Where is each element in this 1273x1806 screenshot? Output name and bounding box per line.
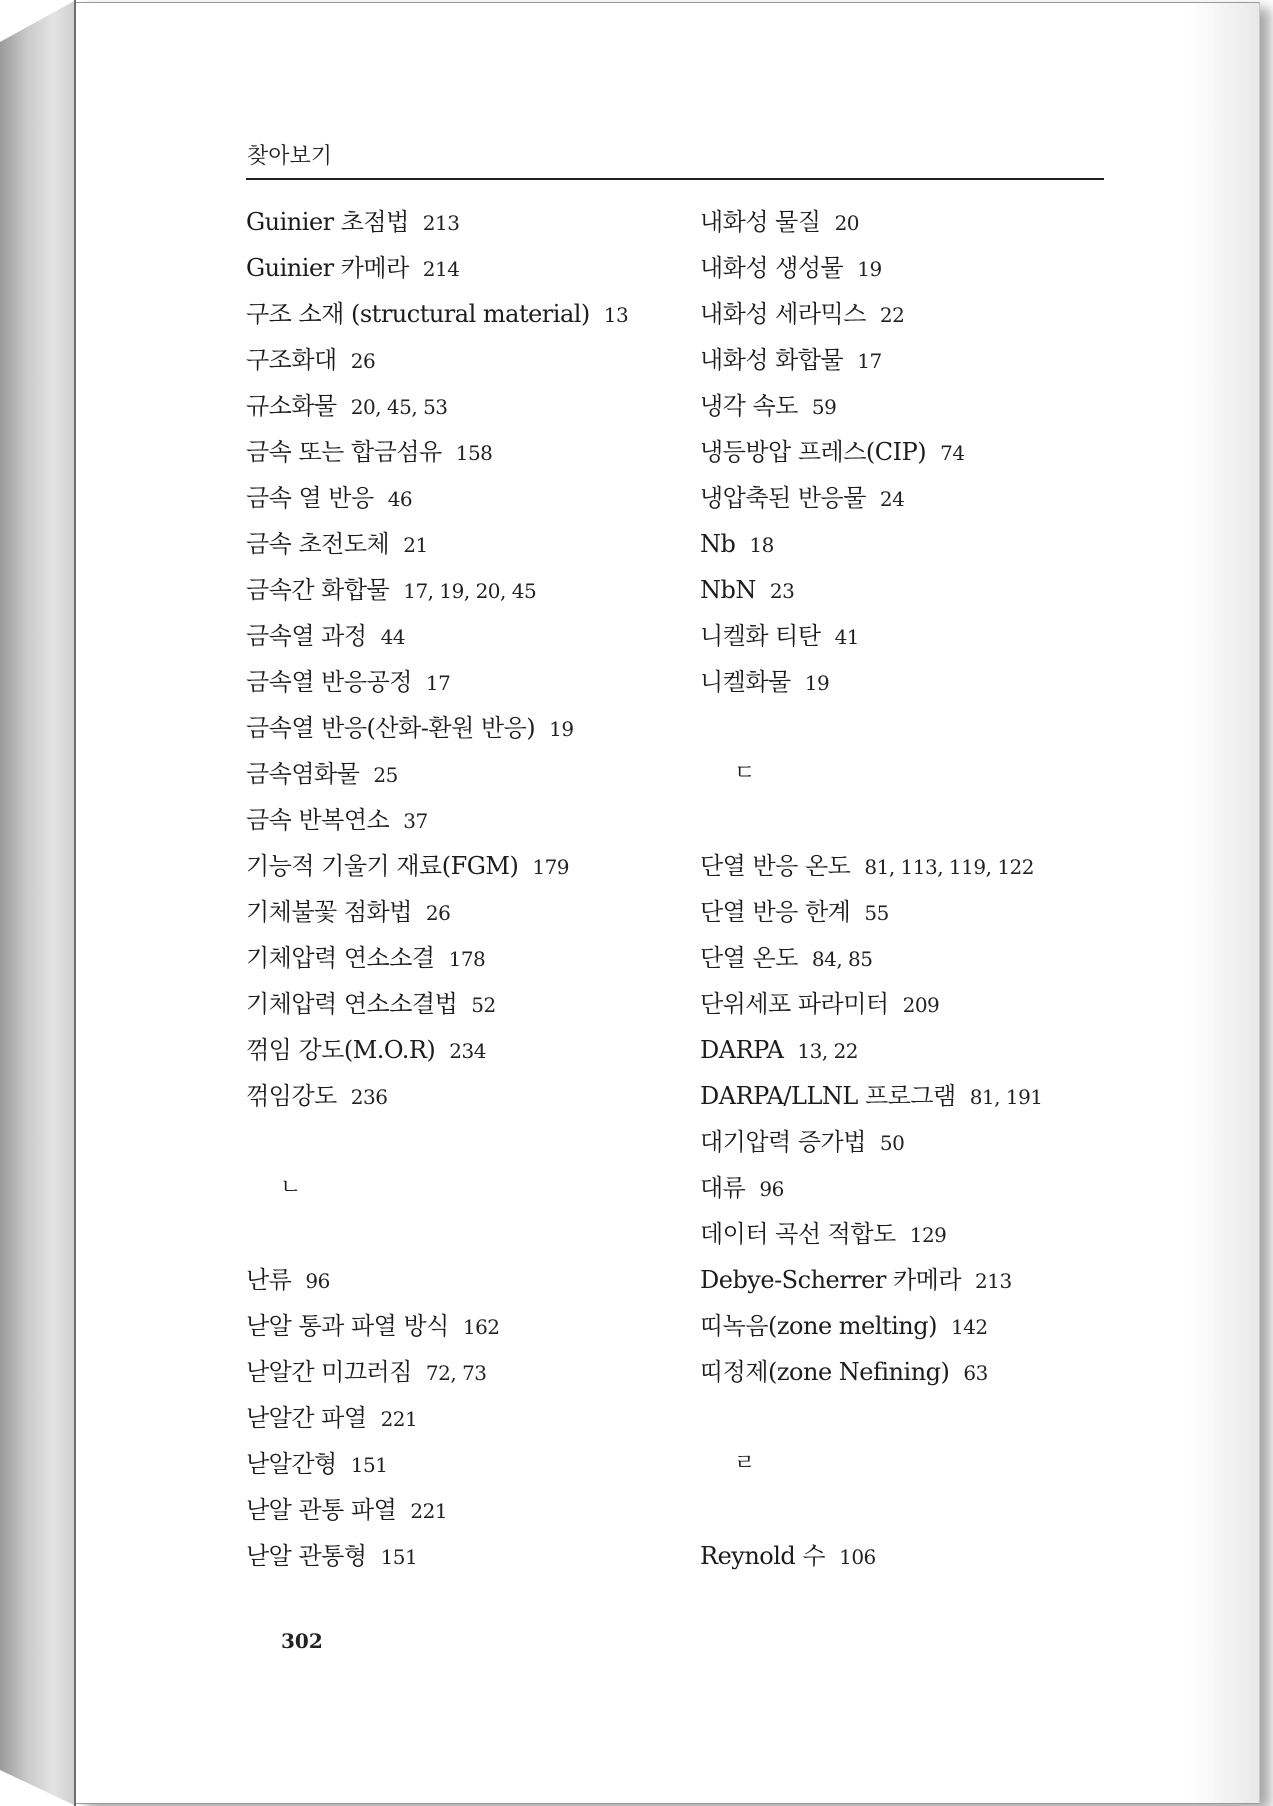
index-pages: 179 — [532, 855, 570, 879]
index-entry — [700, 659, 1170, 705]
index-entry — [246, 291, 686, 337]
section-heading: ㄹ — [734, 1451, 755, 1476]
index-pages: 236 — [350, 1085, 388, 1109]
index-term: 낟알 통과 파열 방식 — [246, 1312, 449, 1340]
index-term: Guinier 카메라 — [246, 254, 409, 282]
index-term: 금속 또는 합금섬유 — [246, 438, 442, 466]
index-entry — [700, 383, 1170, 429]
index-pages: 213 — [422, 211, 460, 235]
index-term: 금속 초전도체 — [246, 530, 390, 558]
index-pages: 13, 22 — [797, 1039, 859, 1063]
index-entry — [246, 1027, 686, 1073]
index-term: 난류 — [246, 1266, 292, 1294]
index-term: 내화성 화합물 — [700, 346, 844, 374]
index-entry — [700, 1533, 1170, 1579]
book-page — [76, 2, 1260, 1804]
index-entry — [246, 337, 686, 383]
index-pages: 151 — [350, 1453, 388, 1477]
index-entry — [700, 889, 1170, 935]
index-pages: 17, 19, 20, 45 — [403, 579, 537, 603]
index-pages: 19 — [804, 671, 830, 695]
index-term: 내화성 물질 — [700, 208, 821, 236]
index-term: 기체압력 연소소결법 — [246, 990, 458, 1018]
book-spine — [0, 0, 76, 1806]
index-entry — [700, 613, 1170, 659]
index-term: 내화성 생성물 — [700, 254, 844, 282]
index-pages: 74 — [940, 441, 965, 465]
index-pages: 213 — [975, 1269, 1012, 1293]
index-pages: 25 — [373, 763, 398, 787]
spacer — [246, 1119, 686, 1165]
index-pages: 158 — [455, 441, 493, 465]
index-term: Nb — [700, 530, 736, 558]
index-pages: 23 — [769, 579, 795, 603]
index-term: DARPA — [700, 1036, 784, 1064]
index-term: 꺾임강도 — [246, 1082, 337, 1110]
index-term: NbN — [700, 576, 756, 604]
index-entry — [246, 1349, 686, 1395]
index-pages: 21 — [403, 533, 428, 557]
index-term: 금속 열 반응 — [246, 484, 374, 512]
index-entry — [700, 429, 1170, 475]
index-entry — [246, 199, 686, 245]
index-term: 금속염화물 — [246, 760, 360, 788]
index-entry — [246, 797, 686, 843]
index-entry — [700, 935, 1170, 981]
index-entry — [246, 429, 686, 475]
index-entry — [246, 843, 686, 889]
index-entry — [246, 659, 686, 705]
index-pages: 221 — [410, 1499, 448, 1523]
index-pages: 96 — [305, 1269, 330, 1293]
index-term: 단열 반응 한계 — [700, 898, 851, 926]
index-term: 단열 반응 온도 — [700, 852, 851, 880]
index-pages: 151 — [380, 1545, 418, 1569]
index-pages: 106 — [839, 1545, 876, 1569]
index-pages: 37 — [403, 809, 428, 833]
index-term: 니켈화 티탄 — [700, 622, 821, 650]
index-pages: 63 — [963, 1361, 988, 1385]
index-term: 기체불꽃 점화법 — [246, 898, 412, 926]
index-entry — [700, 1257, 1170, 1303]
index-entry — [700, 1349, 1170, 1395]
index-entry — [700, 199, 1170, 245]
index-term: 금속간 화합물 — [246, 576, 390, 604]
spacer — [246, 1211, 686, 1257]
spacer — [700, 1395, 1170, 1441]
index-pages: 41 — [834, 625, 860, 649]
index-pages: 81, 113, 119, 122 — [864, 855, 1034, 879]
index-pages: 18 — [749, 533, 774, 557]
index-entry — [246, 475, 686, 521]
index-entry — [700, 981, 1170, 1027]
index-pages: 96 — [759, 1177, 784, 1201]
index-column-right — [700, 199, 1170, 1579]
index-term: 낟알간형 — [246, 1450, 337, 1478]
index-pages: 50 — [879, 1131, 905, 1155]
index-entry — [700, 291, 1170, 337]
index-term: 냉압축된 반응물 — [700, 484, 866, 512]
index-term: 금속열 반응(산화-환원 반응) — [246, 714, 536, 742]
index-pages: 46 — [387, 487, 413, 511]
index-pages: 26 — [425, 901, 451, 925]
index-pages: 162 — [462, 1315, 500, 1339]
index-term: 기능적 기울기 재료(FGM) — [246, 852, 519, 880]
index-pages: 19 — [857, 257, 882, 281]
index-term: 구조화대 — [246, 346, 337, 374]
running-head: 찾아보기 — [247, 144, 333, 169]
index-term: 데이터 곡선 적합도 — [700, 1220, 896, 1248]
index-pages: 142 — [950, 1315, 988, 1339]
index-entry — [246, 935, 686, 981]
index-term: 낟알 관통형 — [246, 1542, 367, 1570]
index-entry — [246, 1487, 686, 1533]
index-entry — [246, 1395, 686, 1441]
index-pages: 20, 45, 53 — [350, 395, 448, 419]
index-entry — [246, 889, 686, 935]
index-entry — [700, 567, 1170, 613]
index-entry — [700, 1211, 1170, 1257]
index-pages: 129 — [909, 1223, 947, 1247]
index-pages: 209 — [902, 993, 940, 1017]
index-pages: 44 — [380, 625, 406, 649]
index-pages: 20 — [834, 211, 860, 235]
index-entry — [700, 843, 1170, 889]
index-term: 금속열 과정 — [246, 622, 367, 650]
spacer — [700, 1487, 1170, 1533]
page-number: 302 — [281, 1629, 323, 1653]
index-entry — [700, 1073, 1170, 1119]
index-pages: 84, 85 — [811, 947, 873, 971]
index-entry — [246, 705, 686, 751]
index-pages: 55 — [864, 901, 889, 925]
index-term: 금속열 반응공정 — [246, 668, 412, 696]
index-term: 낟알간 파열 — [246, 1404, 367, 1432]
index-entry — [700, 521, 1170, 567]
index-term: Reynold 수 — [700, 1542, 826, 1570]
index-pages: 81, 191 — [969, 1085, 1043, 1109]
index-pages: 26 — [350, 349, 376, 373]
index-term: 기체압력 연소소결 — [246, 944, 435, 972]
index-entry — [246, 521, 686, 567]
index-pages: 24 — [879, 487, 905, 511]
index-term: 내화성 세라믹스 — [700, 300, 866, 328]
index-term: 띠정제(zone Nefining) — [700, 1358, 950, 1386]
index-pages: 221 — [380, 1407, 418, 1431]
index-term: 규소화물 — [246, 392, 337, 420]
index-term: 구조 소재 (structural material) — [246, 300, 590, 328]
index-entry — [246, 383, 686, 429]
spacer — [700, 705, 1170, 751]
index-term: 금속 반복연소 — [246, 806, 390, 834]
index-term: 니켈화물 — [700, 668, 791, 696]
section-heading: ㄷ — [734, 761, 755, 786]
index-entry — [246, 613, 686, 659]
index-term: 대류 — [700, 1174, 746, 1202]
index-term: Guinier 초점법 — [246, 208, 409, 236]
index-entry — [246, 245, 686, 291]
index-pages: 17 — [857, 349, 882, 373]
index-pages: 52 — [471, 993, 496, 1017]
section-heading: ㄴ — [280, 1175, 301, 1200]
index-pages: 17 — [425, 671, 451, 695]
index-term: 냉등방압 프레스(CIP) — [700, 438, 927, 466]
index-entry — [700, 475, 1170, 521]
header-rule — [246, 178, 1104, 180]
index-pages: 214 — [422, 257, 460, 281]
index-term: 대기압력 증가법 — [700, 1128, 866, 1156]
index-column-left — [246, 199, 686, 1579]
index-entry — [700, 337, 1170, 383]
index-entry — [246, 751, 686, 797]
index-pages: 13 — [603, 303, 629, 327]
page-shade — [1189, 3, 1259, 1803]
index-entry — [700, 1119, 1170, 1165]
index-entry — [246, 1073, 686, 1119]
index-pages: 234 — [449, 1039, 486, 1063]
index-entry — [246, 1533, 686, 1579]
spacer — [700, 797, 1170, 843]
index-term: Debye-Scherrer 카메라 — [700, 1266, 962, 1294]
index-term: DARPA/LLNL 프로그램 — [700, 1082, 956, 1110]
index-entry — [246, 981, 686, 1027]
index-pages: 178 — [448, 947, 486, 971]
index-term: 낟알간 미끄러짐 — [246, 1358, 412, 1386]
index-term: 단위세포 파라미터 — [700, 990, 889, 1018]
index-entry — [700, 1027, 1170, 1073]
index-entry — [246, 567, 686, 613]
index-pages: 72, 73 — [425, 1361, 487, 1385]
index-entry — [700, 1303, 1170, 1349]
index-term: 단열 온도 — [700, 944, 798, 972]
index-entry — [246, 1257, 686, 1303]
index-pages: 59 — [811, 395, 837, 419]
index-term: 띠녹음(zone melting) — [700, 1312, 937, 1340]
index-entry — [700, 245, 1170, 291]
index-entry — [246, 1303, 686, 1349]
index-entry — [246, 1441, 686, 1487]
index-term: 냉각 속도 — [700, 392, 798, 420]
index-entry — [700, 1165, 1170, 1211]
index-pages: 22 — [879, 303, 905, 327]
index-term: 낟알 관통 파열 — [246, 1496, 397, 1524]
index-term: 꺾임 강도(M.O.R) — [246, 1036, 436, 1064]
index-pages: 19 — [549, 717, 574, 741]
